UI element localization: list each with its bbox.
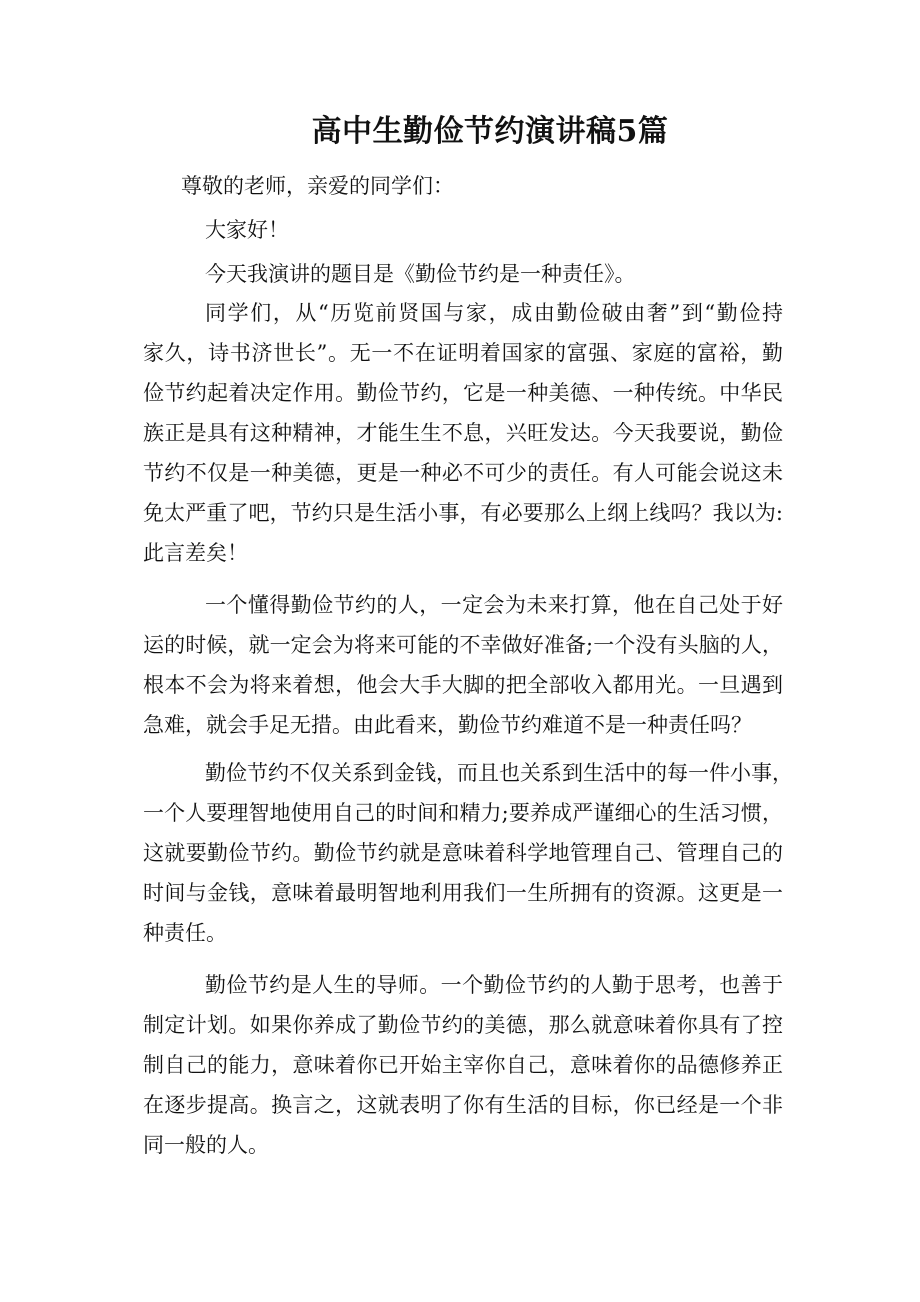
- greeting: 大家好！: [205, 218, 289, 242]
- paragraph-line: 勤俭节约不仅关系到金钱，而且也关系到生活中的每一件小事，: [205, 761, 793, 785]
- paragraph-line: 俭节约起着决定作用。勤俭节约，它是一种美德、一种传统。中华民: [143, 381, 783, 405]
- paragraph-line: 族正是具有这种精神，才能生生不息，兴旺发达。今天我要说，勤俭: [143, 421, 783, 445]
- paragraph-line: 此言差矣！: [143, 541, 248, 565]
- document-title: 高中生勤俭节约演讲稿5篇: [311, 114, 669, 149]
- paragraph-line: 根本不会为将来着想，他会大手大脚的把全部收入都用光。一旦遇到: [143, 673, 783, 697]
- paragraph-line: 一个人要理智地使用自己的时间和精力;要养成严谨细心的生活习惯，: [143, 801, 783, 825]
- salutation: 尊敬的老师，亲爱的同学们：: [181, 174, 454, 198]
- paragraph-line: 一个懂得勤俭节约的人，一定会为未来打算，他在自己处于好: [205, 593, 783, 617]
- speech-topic: 今天我演讲的题目是《勤俭节约是一种责任》。: [205, 262, 636, 286]
- paragraph-line: 时间与金钱，意味着最明智地利用我们一生所拥有的资源。这更是一: [143, 881, 783, 905]
- paragraph-line: 种责任。: [143, 921, 227, 945]
- paragraph-line: 节约不仅是一种美德，更是一种必不可少的责任。有人可能会说这未: [143, 461, 783, 485]
- paragraph: [143, 585, 783, 745]
- paragraph: [143, 293, 783, 573]
- paragraph-line: 这就要勤俭节约。勤俭节约就是意味着科学地管理自己、管理自己的: [143, 841, 783, 865]
- paragraph: [143, 753, 793, 953]
- paragraph-line: 急难，就会手足无措。由此看来，勤俭节约难道不是一种责任吗？: [143, 713, 752, 737]
- paragraph-line: 家久，诗书济世长”。无一不在证明着国家的富强、家庭的富裕，勤: [143, 341, 783, 365]
- paragraph-line: 勤俭节约是人生的导师。一个勤俭节约的人勤于思考，也善于: [205, 973, 783, 997]
- paragraph-line: 制定计划。如果你养成了勤俭节约的美德，那么就意味着你具有了控: [143, 1013, 783, 1037]
- paragraph-line: 同学们，从“历览前贤国与家，成由勤俭破由奢”到“勤俭持: [205, 301, 783, 325]
- paragraph-line: 在逐步提高。换言之，这就表明了你有生活的目标，你已经是一个非: [143, 1093, 783, 1117]
- paragraph-line: 运的时候，就一定会为将来可能的不幸做好准备;一个没有头脑的人，: [143, 633, 783, 657]
- paragraph-line: 制自己的能力，意味着你已开始主宰你自己，意味着你的品德修养正: [143, 1053, 783, 1077]
- paragraph: [143, 965, 783, 1165]
- paragraph-line: 免太严重了吧，节约只是生活小事，有必要那么上纲上线吗？我以为:: [143, 501, 783, 525]
- paragraph-line: 同一般的人。: [143, 1133, 269, 1157]
